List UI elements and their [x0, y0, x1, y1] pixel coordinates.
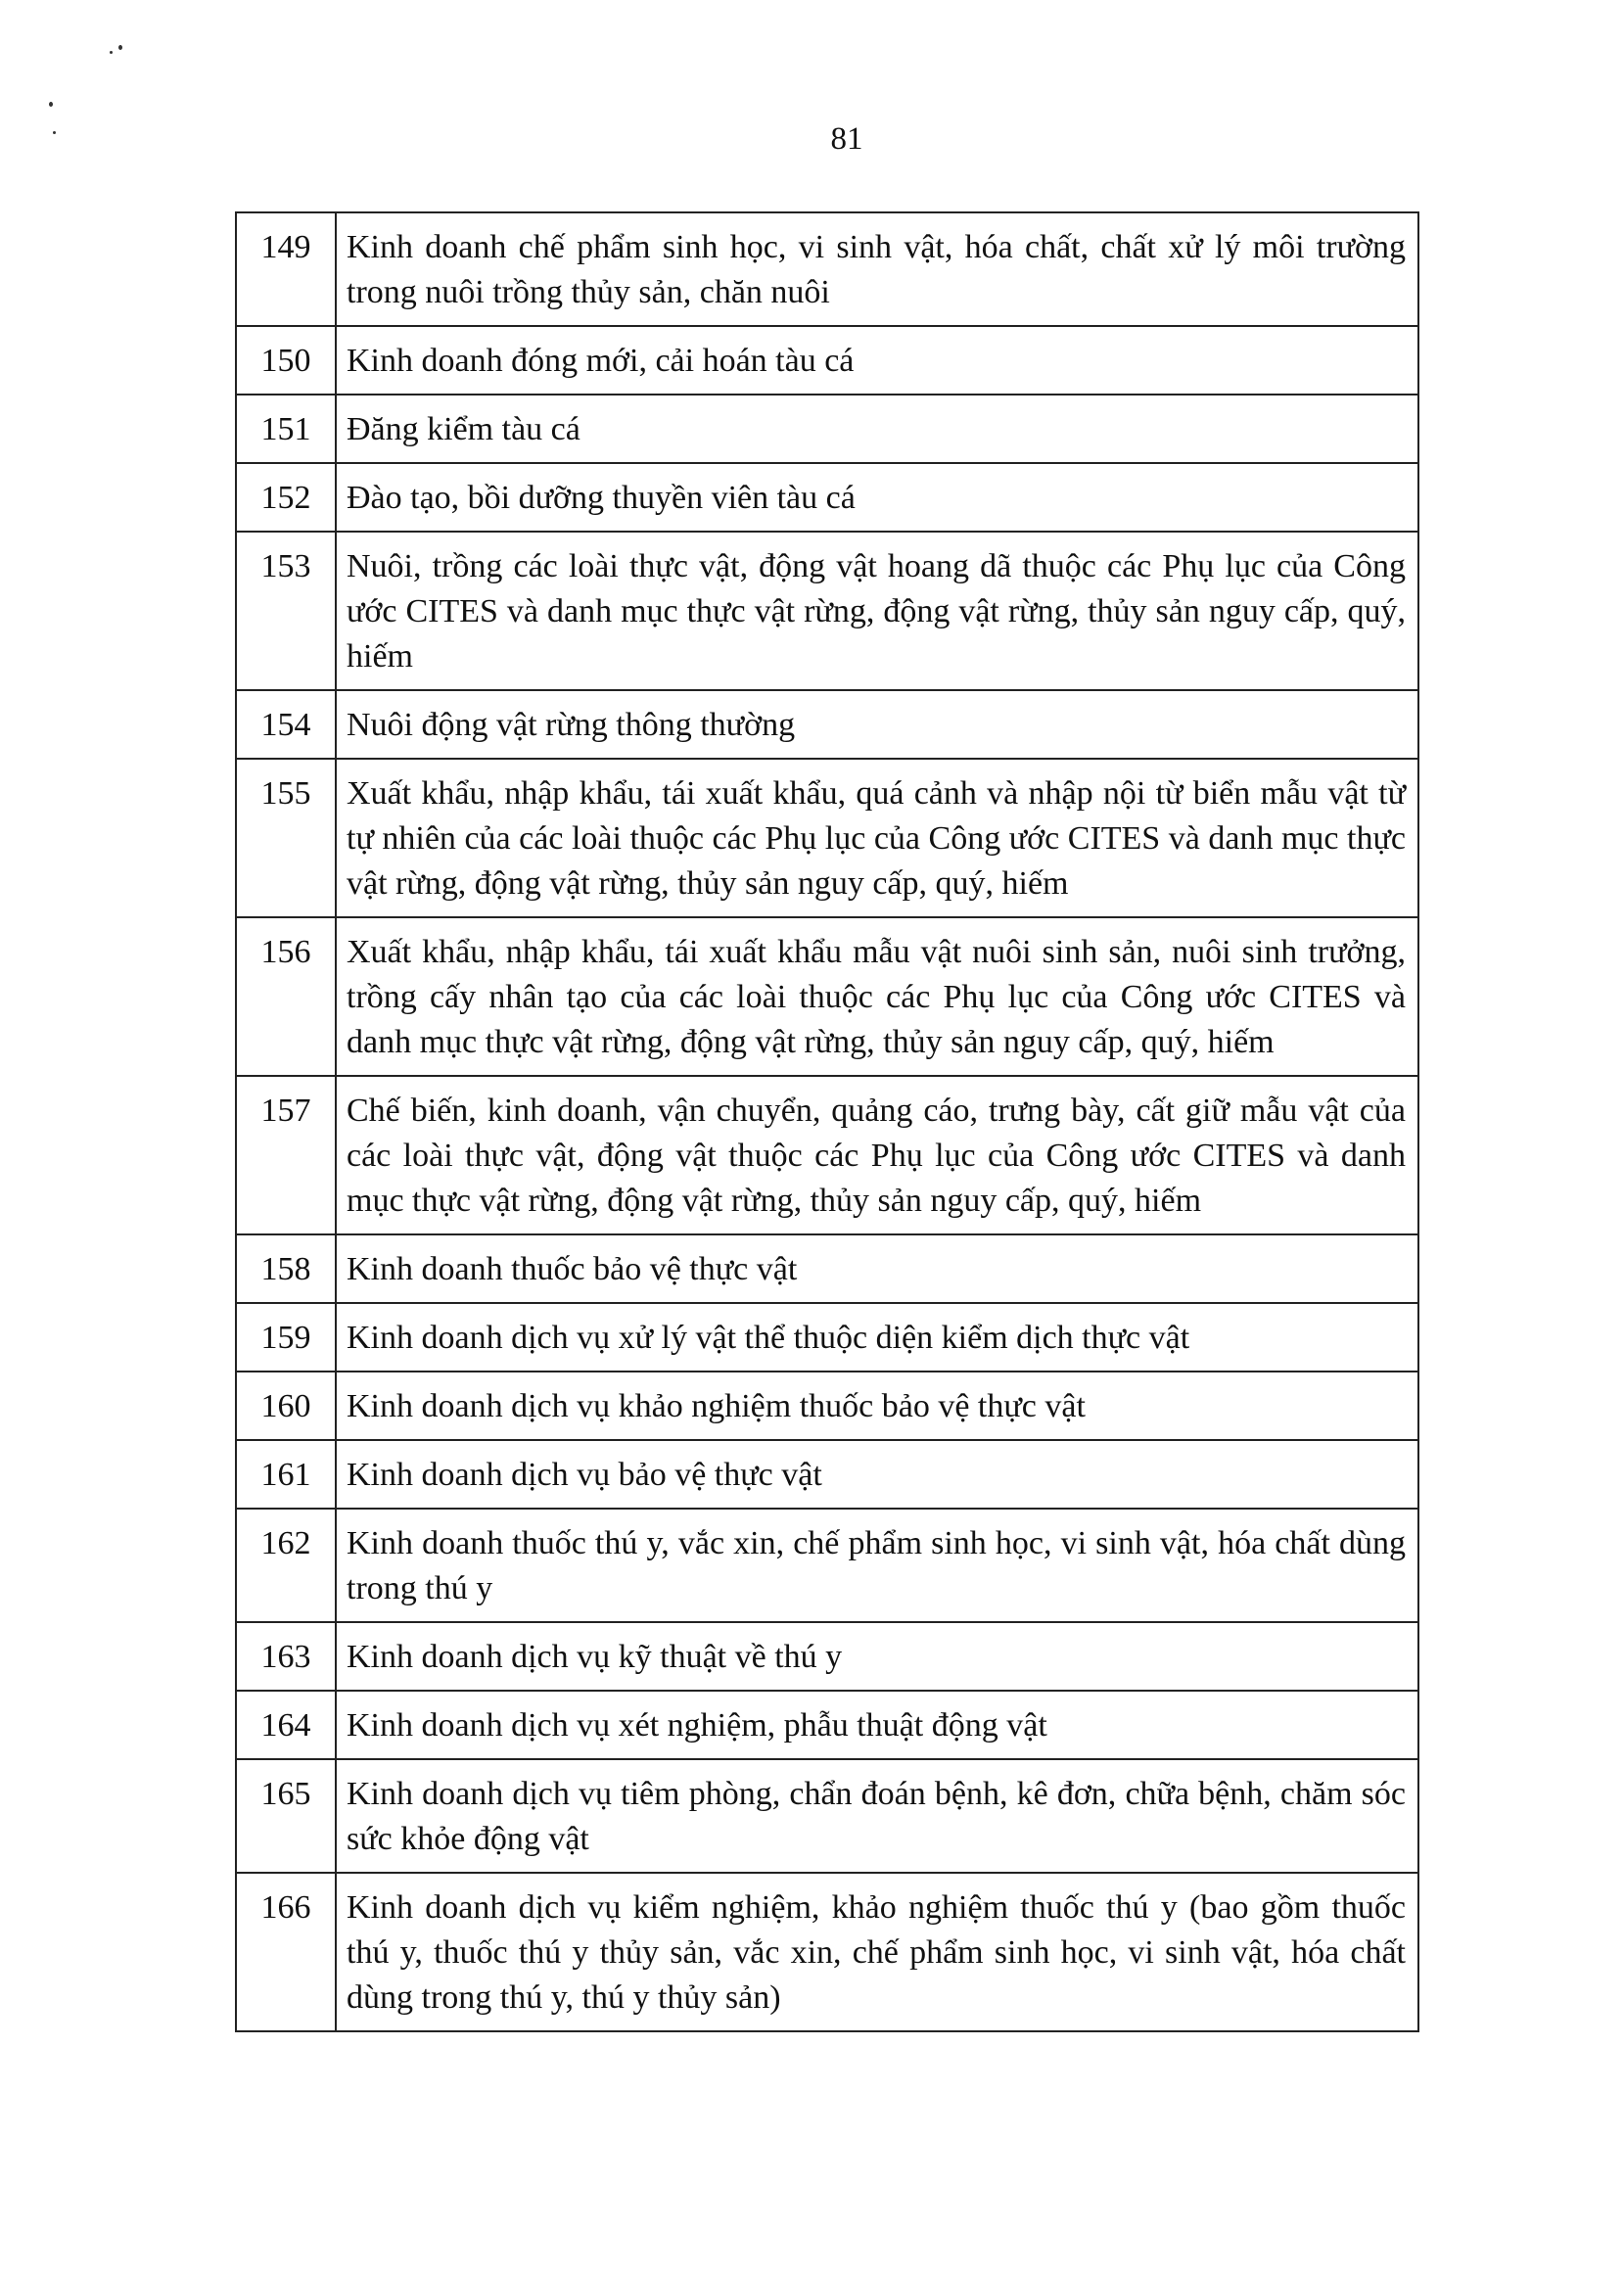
table-row — [236, 212, 1418, 326]
row-number: 164 — [236, 1691, 336, 1759]
row-description: Kinh doanh chế phẩm sinh học, vi sinh vật, hóa chất, chất xử lý môi trường trong nuôi trồng thủy sản, chăn nuôi — [336, 212, 1418, 326]
row-description: Kinh doanh dịch vụ khảo nghiệm thuốc bảo vệ thực vật — [336, 1372, 1418, 1440]
row-description: Nuôi, trồng các loài thực vật, động vật hoang dã thuộc các Phụ lục của Công ước CITES và danh mục thực vật rừng, động vật rừng, thủy sản nguy cấp, quý, hiếm — [336, 532, 1418, 690]
table-row — [236, 1303, 1418, 1372]
scan-speck — [110, 51, 113, 54]
table-row — [236, 532, 1418, 690]
row-number: 156 — [236, 917, 336, 1076]
row-number: 161 — [236, 1440, 336, 1509]
row-number: 158 — [236, 1234, 336, 1303]
row-description: Kinh doanh dịch vụ tiêm phòng, chẩn đoán bệnh, kê đơn, chữa bệnh, chăm sóc sức khỏe động vật — [336, 1759, 1418, 1873]
row-number: 151 — [236, 395, 336, 463]
table-row — [236, 1759, 1418, 1873]
row-description: Kinh doanh dịch vụ bảo vệ thực vật — [336, 1440, 1418, 1509]
row-description: Xuất khẩu, nhập khẩu, tái xuất khẩu, quá cảnh và nhập nội từ biển mẫu vật từ tự nhiên của các loài thuộc các Phụ lục của Công ước CITES và danh mục thực vật rừng, động vật rừng, thủy sản nguy cấp, quý, hiếm — [336, 759, 1418, 917]
page-number: 81 — [830, 121, 863, 157]
scan-speck — [49, 102, 53, 107]
table-row — [236, 759, 1418, 917]
table-row — [236, 1691, 1418, 1759]
row-number: 159 — [236, 1303, 336, 1372]
table-row — [236, 1234, 1418, 1303]
table-row — [236, 395, 1418, 463]
table-body — [236, 212, 1418, 2031]
row-number: 165 — [236, 1759, 336, 1873]
row-description: Kinh doanh dịch vụ kỹ thuật về thú y — [336, 1622, 1418, 1691]
row-number: 153 — [236, 532, 336, 690]
row-description: Kinh doanh dịch vụ xét nghiệm, phẫu thuật động vật — [336, 1691, 1418, 1759]
table-row — [236, 1372, 1418, 1440]
scan-speck — [118, 45, 122, 50]
row-description: Chế biến, kinh doanh, vận chuyển, quảng cáo, trưng bày, cất giữ mẫu vật của các loài thực vật, động vật thuộc các Phụ lục của Công ước CITES và danh mục thực vật rừng, động vật rừng, thủy sản nguy cấp, quý, hiếm — [336, 1076, 1418, 1234]
table-row — [236, 917, 1418, 1076]
table-row — [236, 326, 1418, 395]
row-number: 155 — [236, 759, 336, 917]
row-number: 149 — [236, 212, 336, 326]
row-description: Kinh doanh dịch vụ kiểm nghiệm, khảo nghiệm thuốc thú y (bao gồm thuốc thú y, thuốc thú y thủy sản, vắc xin, chế phẩm sinh học, vi sinh vật, hóa chất dùng trong thú y, thú y thủy sản) — [336, 1873, 1418, 2031]
row-description: Đào tạo, bồi dưỡng thuyền viên tàu cá — [336, 463, 1418, 532]
row-description: Kinh doanh thuốc thú y, vắc xin, chế phẩm sinh học, vi sinh vật, hóa chất dùng trong thú y — [336, 1509, 1418, 1622]
row-description: Đăng kiểm tàu cá — [336, 395, 1418, 463]
row-description: Nuôi động vật rừng thông thường — [336, 690, 1418, 759]
row-number: 154 — [236, 690, 336, 759]
row-number: 162 — [236, 1509, 336, 1622]
row-number: 166 — [236, 1873, 336, 2031]
row-description: Kinh doanh thuốc bảo vệ thực vật — [336, 1234, 1418, 1303]
row-description: Xuất khẩu, nhập khẩu, tái xuất khẩu mẫu vật nuôi sinh sản, nuôi sinh trưởng, trồng cấy nhân tạo của các loài thuộc các Phụ lục của Công ước CITES và danh mục thực vật rừng, động vật rừng, thủy sản nguy cấp, quý, hiếm — [336, 917, 1418, 1076]
business-list-table — [235, 211, 1419, 2032]
table-row — [236, 1622, 1418, 1691]
table-row — [236, 1509, 1418, 1622]
table-row — [236, 690, 1418, 759]
row-description: Kinh doanh đóng mới, cải hoán tàu cá — [336, 326, 1418, 395]
table-row — [236, 463, 1418, 532]
row-description: Kinh doanh dịch vụ xử lý vật thể thuộc diện kiểm dịch thực vật — [336, 1303, 1418, 1372]
row-number: 157 — [236, 1076, 336, 1234]
row-number: 160 — [236, 1372, 336, 1440]
table-row — [236, 1873, 1418, 2031]
table-row — [236, 1440, 1418, 1509]
table-row — [236, 1076, 1418, 1234]
row-number: 150 — [236, 326, 336, 395]
row-number: 163 — [236, 1622, 336, 1691]
row-number: 152 — [236, 463, 336, 532]
